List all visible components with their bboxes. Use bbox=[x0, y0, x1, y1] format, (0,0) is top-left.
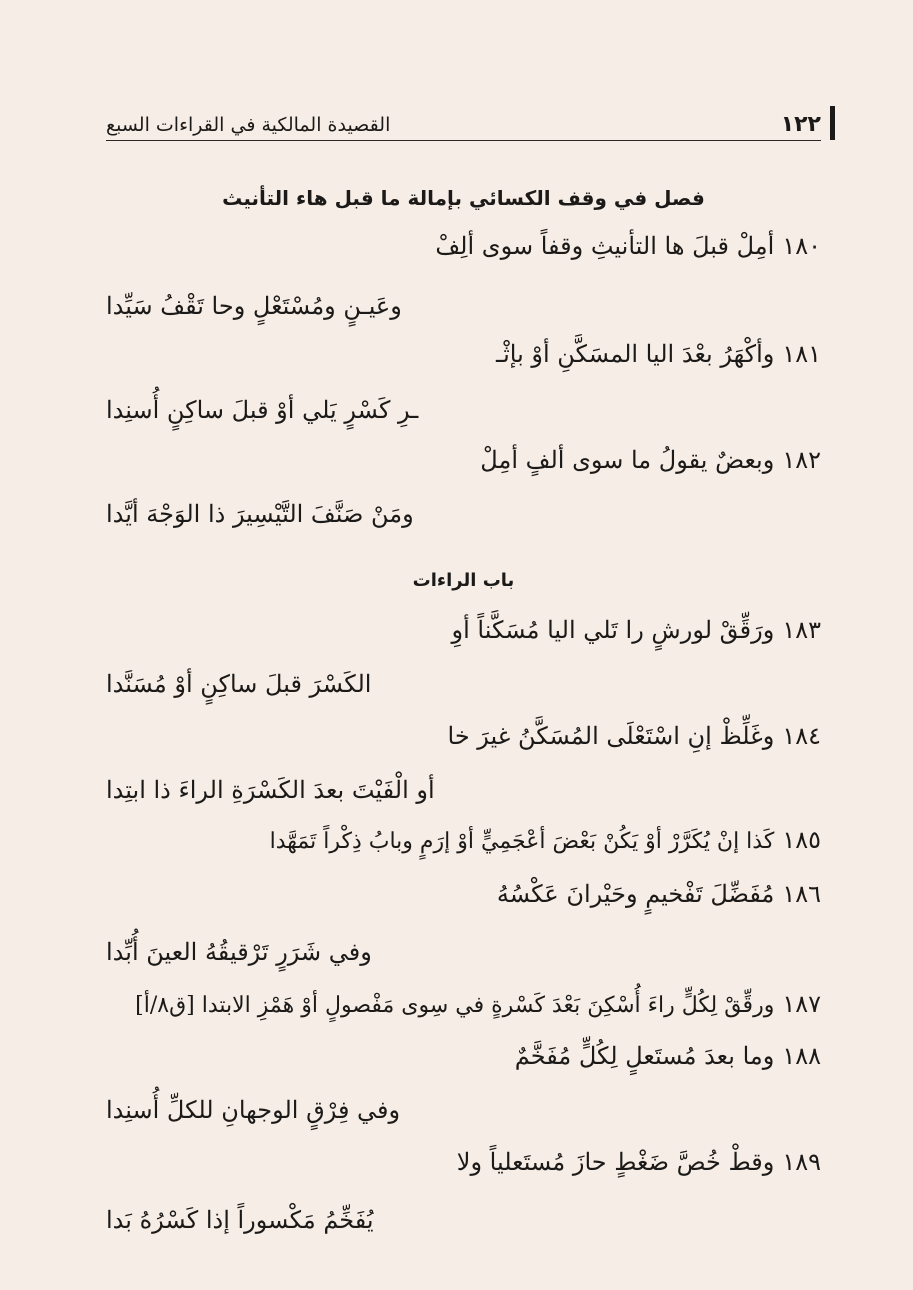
verse-number: ١٨٨ bbox=[782, 1042, 821, 1070]
verse-number: ١٨٧ bbox=[782, 990, 821, 1018]
verse-full-line bbox=[106, 820, 821, 860]
running-header bbox=[106, 108, 821, 141]
verse-second-hemistich: يُفَخِّمُ مَكْسوراً إذا كَسْرُهُ بَدا bbox=[106, 1206, 374, 1234]
verse-second-hemistich: وفي فِرْقٍ الوجهانِ للكلِّ أُسنِدا bbox=[106, 1096, 401, 1124]
verse-second-hemistich: وعَيـنٍ ومُسْتَعْلٍ وحا تَقْفُ سَيِّدا bbox=[106, 292, 402, 320]
verse-number: ١٨٠ bbox=[782, 232, 821, 260]
verse-first-hemistich bbox=[452, 610, 821, 650]
verse-first-hemistich bbox=[457, 1142, 821, 1182]
verse-first-hemistich bbox=[496, 334, 821, 374]
verse-number: ١٨٢ bbox=[782, 446, 821, 474]
hemistich-text: وقطْ خُصَّ ضَغْطٍ حازَ مُستَعلياً ولا bbox=[456, 1148, 775, 1176]
verse-second-hemistich: ـرِ كَسْرٍ يَلي أوْ قبلَ ساكِنٍ أُسنِدا bbox=[106, 396, 419, 424]
hemistich-text: وما بعدَ مُستَعلٍ لِكُلٍّ مُفَخَّمٌ bbox=[514, 1042, 775, 1070]
hemistich-text: وبعضٌ يقولُ ما سوى ألفٍ أمِلْ bbox=[480, 446, 775, 474]
verse-full-line bbox=[106, 984, 821, 1024]
header-rule-bar bbox=[830, 106, 835, 140]
verse-number: ١٨٣ bbox=[782, 616, 821, 644]
verse-second-hemistich: الكَسْرَ قبلَ ساكِنٍ أوْ مُسَنَّدا bbox=[106, 670, 372, 698]
book-title: القصيدة المالكية في القراءات السبع bbox=[106, 114, 391, 136]
section-title: فصل في وقف الكسائي بإمالة ما قبل هاء التأنيث bbox=[222, 186, 705, 210]
hemistich-text: ورَقِّقْ لورشٍ را تَلي اليا مُسَكَّناً أوِ bbox=[451, 616, 775, 644]
verse-number: ١٨٩ bbox=[782, 1148, 821, 1176]
hemistich-text: مُفَضِّلَ تَفْخيمٍ وحَيْرانَ عَكْسُهُ bbox=[496, 880, 775, 908]
verse-text: كَذا إنْ يُكَرَّرْ أوْ يَكُنْ بَعْضَ أعْجَمِيٍّ أوْ إرَمٍ وبابُ ذِكْراً تَمَهَّدا bbox=[269, 829, 775, 854]
verse-first-hemistich bbox=[480, 440, 821, 480]
verse-number: ١٨٥ bbox=[782, 826, 821, 854]
verse-second-hemistich: وفي شَرَرٍ تَرْقيقُهُ العينَ أُبِّدا bbox=[106, 938, 372, 966]
section-title: باب الراءات bbox=[412, 570, 515, 591]
verse-number: ١٨٤ bbox=[782, 722, 821, 750]
page-number: ١٢٢ bbox=[780, 112, 821, 137]
hemistich-text: وأكْهَرُ بعْدَ اليا المسَكَّنِ أوْ بإثْـ bbox=[496, 340, 775, 368]
verse-first-hemistich bbox=[448, 716, 822, 756]
hemistich-text: أمِلْ قبلَ ها التأنيثِ وقفاً سوى ألِفْ bbox=[435, 232, 775, 260]
verse-first-hemistich bbox=[497, 874, 821, 914]
verse-second-hemistich: ومَنْ صَنَّفَ التَّيْسِيرَ ذا الوَجْهَ أيَّدا bbox=[106, 500, 414, 528]
verse-number: ١٨٦ bbox=[782, 880, 821, 908]
verse-number: ١٨١ bbox=[782, 340, 821, 368]
verse-text: ورقِّقْ لِكُلٍّ راءَ أُسْكِنَ بَعْدَ كَسْرةٍ في سِوى مَفْصولٍ أوْ هَمْزِ الابتدا [ق٨/أ] bbox=[135, 993, 775, 1018]
verse-second-hemistich: أو الْفَيْتَ بعدَ الكَسْرَةِ الراءَ ذا ابتِدا bbox=[106, 776, 435, 804]
verse-first-hemistich bbox=[435, 226, 821, 266]
hemistich-text: وغَلِّظْ إنِ اسْتَعْلَى المُسَكَّنُ غيرَ خا bbox=[447, 722, 775, 750]
verse-first-hemistich bbox=[515, 1036, 821, 1076]
